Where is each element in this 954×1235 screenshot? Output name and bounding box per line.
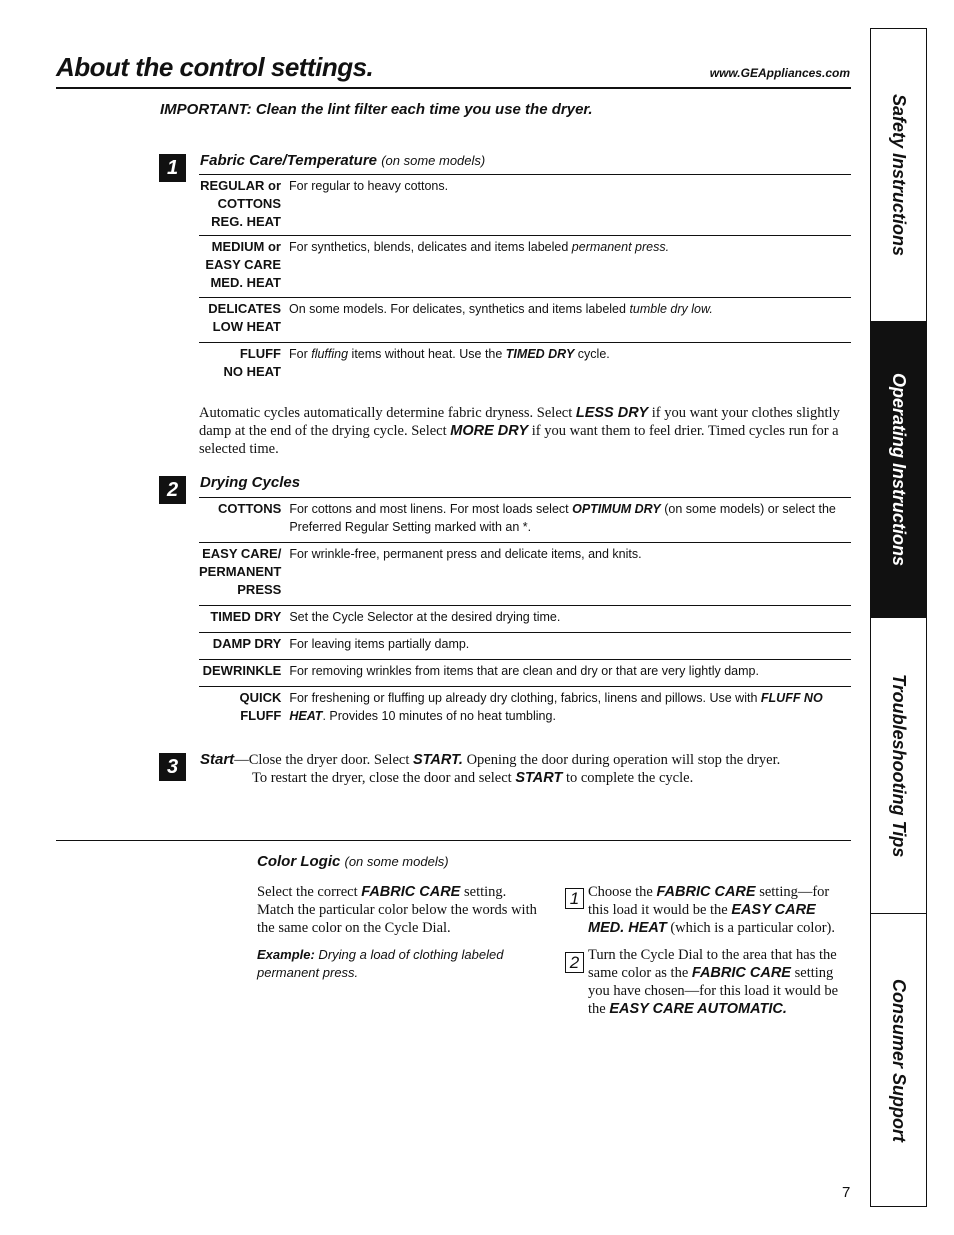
color-logic-intro: Select the correct FABRIC CARE setting. Match the particular color below the words with the same color on the Cycle Dial.: [257, 884, 537, 936]
step-2-number: 2: [565, 952, 584, 973]
site-url[interactable]: www.GEAppliances.com: [709, 66, 850, 80]
setting-label: DELICATES LOW HEAT: [208, 301, 281, 334]
table-row: [199, 687, 851, 732]
color-logic-step-2: Turn the Cycle Dial to the area that has the same color as the FABRIC CARE setting you have chosen—for this load it would be the EASY CARE AUTOMATIC.: [588, 947, 839, 1017]
automatic-cycles-text: Automatic cycles automatically determine fabric dryness. Select LESS DRY if you want your clothes slightly damp at the end of the drying cycle. Select MORE DRY if you want them to feel drier. Timed cycles run for a selected time.: [199, 405, 840, 457]
setting-label: MEDIUM or EASY CARE MED. HEAT: [205, 239, 281, 290]
table-row: [199, 606, 851, 633]
cycle-label: DAMP DRY: [212, 636, 282, 651]
cycle-description: For leaving items partially damp.: [289, 637, 470, 651]
cycle-description: Set the Cycle Selector at the desired drying time.: [289, 610, 561, 624]
page-title: About the control settings.: [56, 52, 374, 82]
table-row: [199, 175, 851, 236]
fabric-care-heading: Fabric Care/Temperature: [200, 152, 378, 169]
setting-description: For synthetics, blends, delicates and items labeled permanent press.: [289, 240, 670, 254]
section-2-badge: 2: [159, 476, 186, 504]
cycle-description: For freshening or fluffing up already dry clothing, fabrics, linens and pillows. Use with FLUFF NO HEAT. Provides 10 minutes of no heat tumbling.: [289, 691, 823, 723]
setting-description: For fluffing items without heat. Use the TIMED DRY cycle.: [289, 347, 610, 361]
table-row: [199, 660, 851, 687]
color-logic-example: Example: Drying a load of clothing labeled permanent press.: [257, 947, 504, 980]
important-notice: IMPORTANT: Clean the lint filter each time you use the dryer.: [160, 101, 593, 118]
tab-operating-instructions[interactable]: Operating Instructions: [871, 321, 926, 618]
table-row: [199, 498, 851, 543]
section-1-badge: 1: [159, 154, 186, 182]
cycle-label: QUICK FLUFF: [239, 690, 282, 723]
table-row: [199, 543, 851, 606]
tab-consumer-support[interactable]: Consumer Support: [871, 913, 926, 1207]
section-divider: [56, 840, 851, 841]
setting-description: On some models. For delicates, synthetics and items labeled tumble dry low.: [289, 302, 713, 316]
side-tab-nav: [870, 28, 927, 1207]
color-logic-step-1: Choose the FABRIC CARE setting—for this load it would be the EASY CARE MED. HEAT (which is a particular color).: [588, 884, 835, 936]
cycle-label: EASY CARE/ PERMANENT PRESS: [199, 546, 282, 597]
section-3-badge: 3: [159, 753, 186, 781]
table-row: [199, 236, 851, 298]
cycle-label: TIMED DRY: [210, 609, 282, 624]
cycle-description: For removing wrinkles from items that are clean and dry or that are very lightly damp.: [289, 664, 759, 678]
header-divider: [56, 87, 851, 89]
cycle-description: For cottons and most linens. For most loads select OPTIMUM DRY (on some models) or select the Preferred Regular Setting marked with an *.: [289, 502, 836, 534]
start-heading: Start: [200, 751, 235, 768]
setting-description: For regular to heavy cottons.: [289, 179, 449, 193]
cycle-label: COTTONS: [218, 501, 282, 516]
start-instructions: Start—Close the dryer door. Select START. Opening the door during operation will stop the dryer. To restart the dryer, close the door and select START to complete the cycle.: [200, 751, 781, 786]
tab-safety-instructions[interactable]: Safety Instructions: [889, 93, 909, 257]
cycle-description: For wrinkle-free, permanent press and delicate items, and knits.: [289, 547, 642, 561]
table-row: [199, 633, 851, 660]
cycle-label: DEWRINKLE: [202, 663, 282, 678]
page-number: 7: [842, 1184, 851, 1201]
step-1-number: 1: [565, 888, 584, 909]
setting-label: REGULAR or COTTONS REG. HEAT: [200, 178, 281, 229]
table-row: [199, 343, 851, 389]
color-logic-heading: Color Logic (on some models): [257, 853, 449, 870]
heading-note: (on some models): [381, 153, 486, 168]
drying-cycles-heading: Drying Cycles: [200, 474, 301, 491]
section-1-heading: [200, 152, 485, 169]
tab-troubleshooting-tips[interactable]: Troubleshooting Tips: [871, 617, 926, 914]
setting-label: FLUFF NO HEAT: [223, 346, 281, 379]
table-row: [199, 298, 851, 343]
drying-cycles-table: [199, 497, 851, 732]
fabric-care-table: [199, 174, 851, 389]
